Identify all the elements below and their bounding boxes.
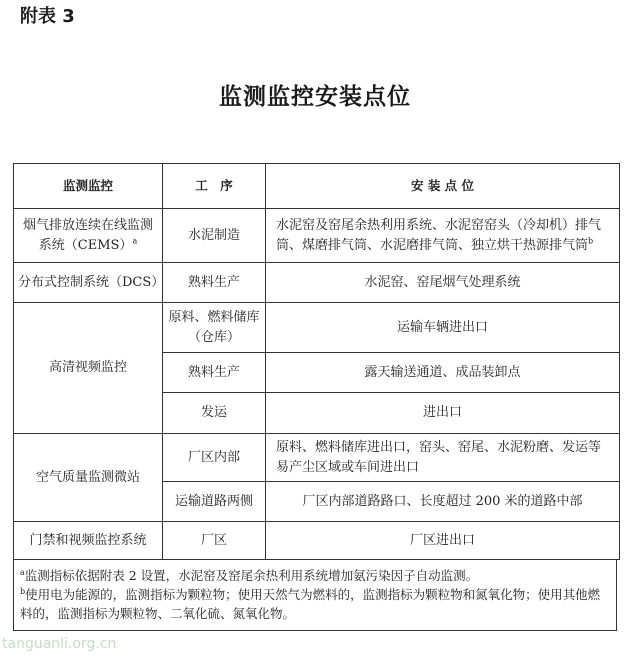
- cell-hd-location-1: 运输车辆进出口: [266, 303, 620, 353]
- footnote-b-text: 使用电为能源的，监测指标为颗粒物；使用天然气为燃料的，监测指标为颗粒物和氮氧化物；使用其他燃料的，监测指标为颗粒物、二氧化硫、氮氧化物。: [20, 587, 601, 621]
- monitoring-table: [13, 163, 620, 560]
- table-row: [14, 263, 620, 303]
- footnote-a: [20, 566, 610, 585]
- footnote-a-text: 监测指标依据附表 2 设置，水泥窑及窑尾余热利用系统增加氨污染因子自动监测。: [24, 568, 479, 583]
- footnote-b: [20, 585, 610, 623]
- header-location: 安 装 点 位: [266, 164, 620, 209]
- cell-cems-system: [14, 209, 163, 263]
- cell-air-system: 空气质量监测微站: [14, 434, 163, 522]
- cell-hd-location-3: 进出口: [266, 393, 620, 434]
- footnote-mark-b: b: [588, 236, 594, 246]
- cell-hd-process-1: 原料、燃料储库（仓库）: [163, 303, 266, 353]
- cell-gate-process: 厂区: [163, 522, 266, 560]
- cems-location-text: 水泥窑及窑尾余热利用系统、水泥窑窑头（冷却机）排气筒、煤磨排气筒、水泥磨排气筒、独立烘干热源排气筒: [276, 217, 602, 253]
- appendix-label: 附表 3: [20, 6, 75, 27]
- table-header-row: [14, 164, 620, 209]
- cell-hd-system: 高清视频监控: [14, 303, 163, 434]
- cell-hd-process-2: 熟料生产: [163, 353, 266, 393]
- cell-air-location-2: 厂区内部道路路口、长度超过 200 米的道路中部: [266, 482, 620, 522]
- cell-air-process-1: 厂区内部: [163, 434, 266, 482]
- cell-hd-process-3: 发运: [163, 393, 266, 434]
- cell-hd-location-2: 露天输送通道、成品装卸点: [266, 353, 620, 393]
- table-row: [14, 303, 620, 353]
- footnote-b-mark: b: [20, 586, 26, 596]
- watermark: tanguanli.org.cn: [2, 636, 117, 652]
- cell-air-process-2: 运输道路两侧: [163, 482, 266, 522]
- header-monitoring: 监测监控: [14, 164, 163, 209]
- table-row: [14, 522, 620, 560]
- cell-cems-location: [266, 209, 620, 263]
- cell-cems-process: 水泥制造: [163, 209, 266, 263]
- cell-dcs-system: 分布式控制系统（DCS）: [14, 263, 163, 303]
- table-row: [14, 434, 620, 482]
- cems-system-text: 烟气排放连续在线监测系统（CEMS）: [22, 217, 153, 253]
- cell-dcs-process: 熟料生产: [163, 263, 266, 303]
- footnote-mark-a: a: [132, 236, 138, 246]
- cell-gate-system: 门禁和视频监控系统: [14, 522, 163, 560]
- table-row: [14, 209, 620, 263]
- page-title: 监测监控安装点位: [219, 84, 411, 110]
- cell-dcs-location: 水泥窑、窑尾烟气处理系统: [266, 263, 620, 303]
- cell-air-location-1: 原料、燃料储库进出口，窑头、窑尾、水泥粉磨、发运等易产尘区域或车间进出口: [266, 434, 620, 482]
- footnotes: [13, 559, 617, 631]
- cell-gate-location: 厂区进出口: [266, 522, 620, 560]
- footnote-a-mark: a: [20, 567, 25, 577]
- header-process: 工 序: [163, 164, 266, 209]
